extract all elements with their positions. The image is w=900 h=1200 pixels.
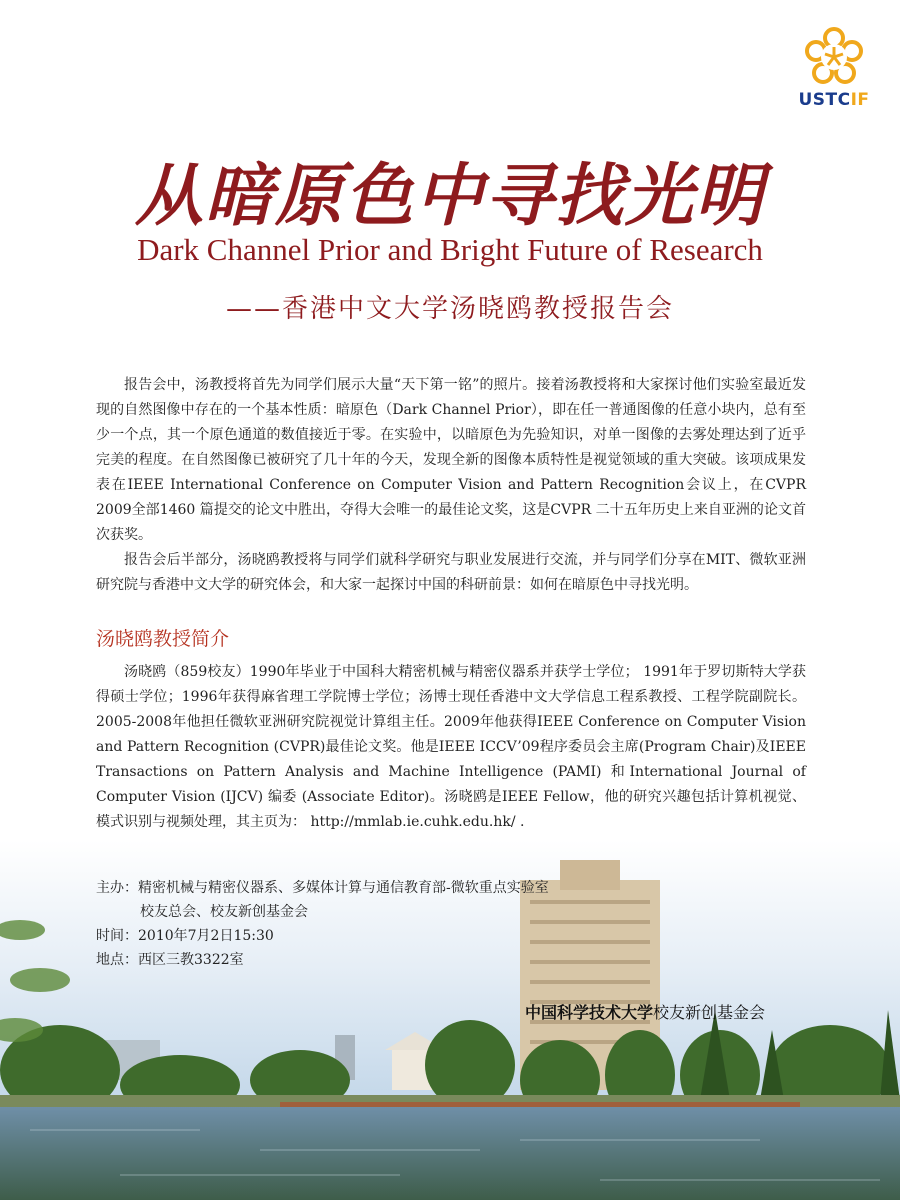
ustcif-logo xyxy=(790,26,878,110)
intro-paragraph-1: 报告会中，汤教授将首先为同学们展示大量“天下第一铭”的照片。接着汤教授将和大家探讨他们实验室最近发现的自然图像中存在的一个基本性质：暗原色（Dark Channel Prior），即在任一普通图像的任意小块内，总有至少一个点，其一个原色通道的数值接近于零。在实验中，以暗原色为先验知识，对单一图像的去雾处理达到了近乎完美的程度。在自然图像已被研究了几十年的今天，发现全新的图像本质特性是视觉领域的重大突破。该项成果发表在IEEE International Conference on Computer Vision and Pattern Recognition会议上，在CVPR 2009全部1460 篇提交的论文中胜出，夺得大会唯一的最佳论文奖，这是CVPR 二十五年历史上来自亚洲的论文首次获奖。 xyxy=(96,377,806,543)
intro-paragraph-2: 报告会后半部分，汤晓鸥教授将与同学们就科学研究与职业发展进行交流，并与同学们分享在MIT、微软亚洲研究院与香港中文大学的研究体会，和大家一起探讨中国的科研前景：如何在暗原色中寻找光明。 xyxy=(96,552,806,593)
calligraphy-title: 从暗原色中寻找光明 xyxy=(134,156,765,236)
bio-section xyxy=(96,660,806,835)
subtitle: ——香港中文大学汤晓鸥教授报告会 xyxy=(225,294,674,324)
place-line: 地点：西区三教3322室 xyxy=(96,952,244,968)
logo-wordmark: USTCIF xyxy=(798,90,870,110)
intro-section xyxy=(96,373,806,598)
host-line-2: 校友总会、校友新创基金会 xyxy=(140,904,308,920)
bio-heading: 汤晓鸥教授简介 xyxy=(96,628,230,650)
plum-blossom-icon xyxy=(803,26,865,88)
host-line: 主办：精密机械与精密仪器系、多媒体计算与通信教育部-微软重点实验室 xyxy=(96,880,549,896)
bio-paragraph: 汤晓鸥（859校友）1990年毕业于中国科大精密机械与精密仪器系并获学士学位； 1991年于罗切斯特大学获得硕士学位；1996年获得麻省理工学院博士学位；汤博士现任香港中文大学信息工程系教授、工程学院副院长。2005-2008年他担任微软亚洲研究院视觉计算组主任。2009年他获得IEEE Conference on Computer Vision and Pattern Recognition (CVPR)最佳论文奖。他是IEEE ICCV’09程序委员会主席(Program Chair)及IEEE Transactions on Pattern Analysis and Machine Intelligence (PAMI) 和International Journal of Computer Vision (IJCV) 编委 (Associate Editor)。汤晓鸥是IEEE Fellow，他的研究兴趣包括计算机视觉、模式识别与视频处理，其主页为： http://mmlab.ie.cuhk.edu.hk/ . xyxy=(96,664,806,830)
english-title: Dark Channel Prior and Bright Future of Research xyxy=(137,232,763,267)
time-line: 时间：2010年7月2日15:30 xyxy=(96,928,274,944)
organizer-signature: 中国科学技术大学校友新创基金会 xyxy=(525,1003,766,1022)
event-info xyxy=(96,876,549,972)
